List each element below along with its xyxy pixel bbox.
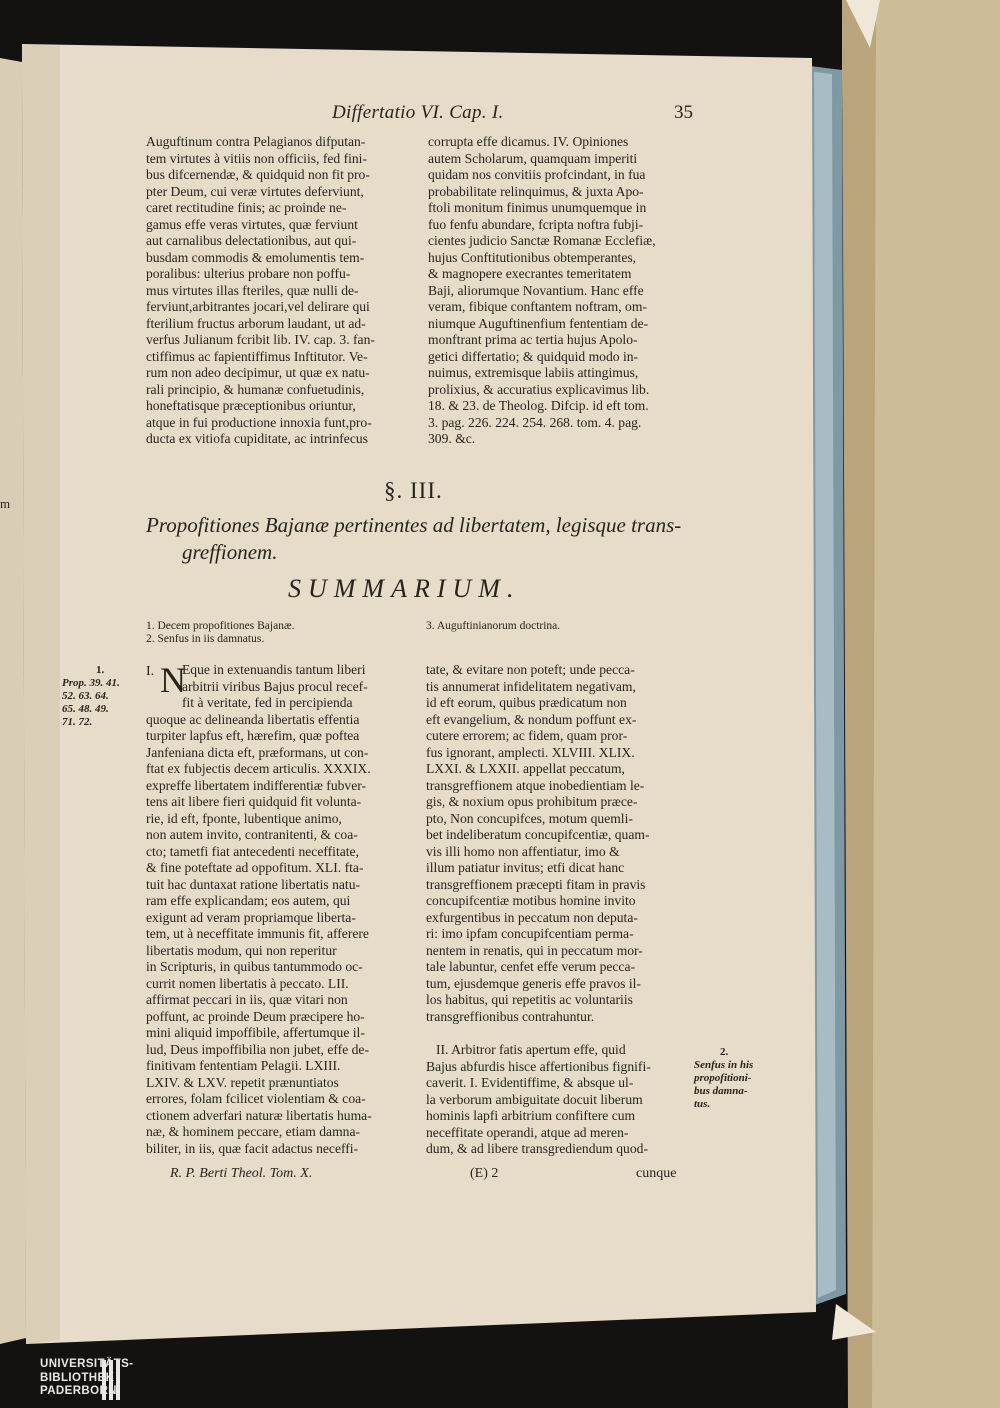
text-line: nuimus, extremisque labiis attingimus,: [428, 365, 639, 380]
text-line: cto; tametfi fiat antecedenti neceffitate,: [146, 843, 359, 859]
text-line: ftoli monitum finimus unumquemque in: [428, 200, 647, 215]
text-line: tens ait libere fieri quidquid fit volunta-: [146, 794, 362, 809]
text-line: hujus Conftitutionibus obtemperantes,: [428, 249, 637, 265]
text-line: corrupta effe dicamus. IV. Opiniones: [428, 134, 629, 149]
text-line: tale labuntur, cenfet effe verum pecca-: [426, 959, 636, 974]
right-margin-note: [694, 1046, 790, 1111]
section-heading: §. III.: [384, 478, 443, 503]
text-line: lud, Deus impoffibilia non jubet, effe de-: [146, 1041, 369, 1057]
text-line: la verborum ambiguitate docuit liberum: [426, 1091, 643, 1107]
top-left-column: [146, 134, 414, 448]
text-line: honeftatisque præceptionibus oriuntur,: [146, 398, 356, 413]
text-line: probabilitate relinquimus, & juxta Apo-: [428, 183, 644, 199]
margin-line: propofitioni-: [694, 1072, 752, 1084]
text-line: mus virtutes illas fteriles, quæ nulli de-: [146, 282, 359, 298]
text-line: mini aliquid impoffibile, affertumque il-: [146, 1025, 365, 1040]
text-line: pto, Non concupifces, motum quemli-: [426, 810, 633, 826]
logo-line: PADERBORN: [40, 1385, 117, 1397]
text-line: II. Arbitror fatis apertum effe, quid: [436, 1042, 626, 1057]
left-page-edge-letter: m: [0, 496, 11, 511]
text-line: concupifcentiæ motibus homine invito: [426, 893, 636, 908]
proposition-title-line2: greffionem.: [182, 540, 278, 564]
text-line: ri: imo ipfam concupifcentiam perma-: [426, 926, 634, 941]
text-line: in Scripturis, in quibus tantummodo oc-: [146, 959, 363, 974]
text-line: prolixius, & accuratius explicavimus lib.: [428, 381, 650, 397]
text-line: tate, & evitare non poteft; unde pecca-: [426, 662, 635, 677]
text-line: rali principio, & humanæ confuetudinis,: [146, 381, 365, 397]
text-line: ducta ex vitiofa cupiditate, ac intrinfecus: [146, 431, 368, 446]
text-line: & fine poteftate ad oppofitum. XLI. fta-: [146, 860, 364, 875]
text-line: gis, & noxium opus prohibitum præce-: [426, 794, 638, 809]
text-line: biliter, in iis, quæ facit adactus neceffi-: [146, 1140, 359, 1156]
bottom-right-column: [426, 662, 698, 1025]
text-line: tem, ut à neceffitate immunis fit, afferere: [146, 926, 369, 941]
text-line: affirmat peccari in iis, quæ vitari non: [146, 992, 348, 1007]
summarium-heading: SUMMARIUM.: [288, 574, 521, 603]
text-line: fus ignorant, amplecti. XLVIII. XLIX.: [426, 744, 635, 760]
text-line: finitivam fententiam Pelagii. LXIII.: [146, 1058, 341, 1073]
logo-line: BIBLIOTHEK: [40, 1371, 115, 1384]
text-line: Auguftinum contra Pelagianos difputan-: [146, 134, 366, 149]
text-line: ram effe explicandam; eos autem, qui: [146, 893, 351, 908]
summary-list-left: [146, 620, 295, 646]
text-line: LXIV. & LXV. repetit prænuntiatos: [146, 1074, 339, 1090]
margin-line: 71. 72.: [62, 716, 93, 728]
text-line: busdam commodis & emolumentis tem-: [146, 249, 365, 265]
text-line: nentem in renatis, qui in peccatum mor-: [426, 942, 643, 958]
text-line: bet indeliberatum concupifcentiæ, quam-: [426, 827, 650, 842]
text-line: autem Scholarum, quamquam imperiti: [428, 150, 638, 166]
text-line: transgreffionem præcepti fitam in pravis: [426, 876, 646, 892]
text-line: ftat ex fubjectis decem articulis. XXXIX.: [146, 761, 371, 776]
text-line: verfus Julianum fcribit lib. IV. cap. 3. fan-: [146, 332, 375, 347]
text-line: pter Deum, cui veræ virtutes deferviunt,: [146, 183, 364, 199]
text-line: Baji, aliorumque Novantium. Hanc effe: [428, 282, 644, 298]
proposition-title: [146, 512, 706, 566]
text-line: næ, & hominem peccare, etiam damna-: [146, 1124, 361, 1139]
footer-catchword: cunque: [636, 1166, 677, 1181]
margin-line: 52. 63. 64.: [62, 690, 109, 702]
paragraph-two: [426, 1042, 698, 1158]
text-line: eft evangelium, & nondum poffunt ex-: [426, 711, 637, 727]
text-line: dum, & ad libere transgrediendum quod-: [426, 1141, 648, 1156]
margin-line: 65. 48. 49.: [62, 703, 109, 715]
text-line: quidam nos convitiis profcindant, in fua: [428, 167, 646, 182]
text-line: neceffitate operandi, atque ad meren-: [426, 1124, 629, 1140]
text-line: illum patiatur invitus; etfi dicat hanc: [426, 860, 625, 875]
text-line: rie, id eft, fponte, lubentique animo,: [146, 810, 342, 826]
text-line: quoque ac delineanda libertatis effentia: [146, 711, 360, 727]
running-title: Differtatio VI. Cap. I.: [332, 102, 504, 123]
text-line: gamus effe veras virtutes, quæ ferviunt: [146, 216, 358, 232]
text-line: 18. & 23. de Theolog. Difcip. id eft tom.: [428, 398, 649, 413]
text-line: Eque in extenuandis tantum liberi: [182, 662, 366, 677]
text-line: & magnopere execrantes temeritatem: [428, 266, 632, 281]
text-line: hominis lapfi arbitrium confiftere cum: [426, 1108, 636, 1123]
text-line: tem virtutes à vitiis non officiis, fed fini-: [146, 150, 367, 166]
text-line: non autem invito, contranitenti, & coa-: [146, 827, 358, 842]
text-line: fterilium fructus arborum laudant, ut ad-: [146, 315, 366, 331]
logo-line: UNIVERSITÄTS-: [40, 1358, 134, 1370]
text-line: arbitrii viribus Bajus procul recef-: [182, 678, 368, 694]
margin-line: bus damna-: [694, 1085, 748, 1097]
text-line: poffunt, ac proinde Deum præcipere ho-: [146, 1008, 365, 1024]
text-line: caret rectitudine finis; ac proinde ne-: [146, 200, 347, 215]
summary-item: 2. Senfus in iis damnatus.: [146, 633, 265, 645]
margin-line: Prop. 39. 41.: [62, 677, 120, 689]
paragraph-number: I.: [146, 664, 155, 679]
text-line: libertatis modum, qui non reperitur: [146, 942, 337, 958]
text-line: LXXI. & LXXII. appellat peccatum,: [426, 761, 625, 776]
margin-line: Senfus in his: [694, 1059, 754, 1071]
summary-item: 1. Decem propofitiones Bajanæ.: [146, 620, 295, 632]
text-line: cutere errorem; ac fidem, quam pror-: [426, 728, 628, 743]
footer-signature: R. P. Berti Theol. Tom. X.: [170, 1166, 313, 1181]
text-line: Bajus abfurdis hisce affertionibus fignifi-: [426, 1058, 651, 1074]
page-number: 35: [674, 102, 693, 123]
text-line: ctiffimus ac fapientiffimus Inftitutor. Ve-: [146, 348, 368, 364]
text-line: exfurgentibus in peccatum non deputa-: [426, 909, 638, 925]
text-line: exigunt ad veram propriamque liberta-: [146, 909, 356, 925]
text-line: monftrant prima ac tertia hujus Apolo-: [428, 332, 638, 347]
margin-number: 2.: [720, 1046, 729, 1058]
text-line: 309. &c.: [428, 431, 476, 446]
margin-line: tus.: [694, 1098, 711, 1110]
text-line: tuit hac duntaxat ratione libertatis natu-: [146, 876, 361, 892]
bottom-left-column: [146, 662, 414, 1157]
text-line: tum, ejusdemque generis effe pravos il-: [426, 975, 641, 991]
text-line: currit nomen libertatis à peccato. LII.: [146, 975, 349, 991]
text-line: transgreffionem atque inobedientiam le-: [426, 777, 645, 793]
text-line: turpiter lapfus eft, hærefim, quæ poftea: [146, 728, 360, 743]
text-line: tis annumerat infidelitatem negativam,: [426, 678, 636, 694]
text-line: Janfeniana dicta eft, præformans, ut con-: [146, 744, 369, 760]
left-margin-note: [62, 664, 146, 729]
footer-sheet-mark: (E) 2: [470, 1166, 499, 1181]
text-line: vis illi homo non affentiatur, imo &: [426, 843, 620, 859]
text-line: fit à veritate, fed in percipienda: [182, 695, 353, 710]
text-line: rum non adeo decipimur, ut quæ ex natu-: [146, 365, 370, 380]
proposition-title-line1: Propofitiones Bajanæ pertinentes ad libertatem, legisque trans-: [146, 513, 682, 537]
margin-number: 1.: [96, 664, 105, 676]
text-line: ctionem adverfari naturæ libertatis huma-: [146, 1107, 372, 1123]
text-line: los habitus, qui repetitis ac voluntariis: [426, 992, 633, 1007]
text-line: niumque Auguftinenfium fententiam de-: [428, 315, 649, 331]
text-line: fuo fenfu abundare, fcripta noftra fubji-: [428, 216, 644, 232]
summary-list-right: [426, 620, 560, 633]
summary-item: 3. Auguftinianorum doctrina.: [426, 620, 561, 632]
text-line: getici differtatio; & quidquid modo in-: [428, 348, 639, 364]
text-line: bus difcernendæ, & quidquid non fit pro-: [146, 167, 370, 182]
text-line: cientes judicio Sanctæ Romanæ Ecclefiæ,: [428, 233, 656, 248]
library-logo-text: [40, 1358, 133, 1399]
text-line: transgreffionibus contrahuntur.: [426, 1008, 595, 1024]
text-line: 3. pag. 226. 224. 254. 268. tom. 4. pag.: [428, 414, 642, 430]
dropcap-letter: N: [160, 660, 186, 700]
text-line: veram, fibique conftantem noftram, om-: [428, 299, 647, 314]
text-line: ferviunt,arbitrantes jocari,vel delirare qui: [146, 299, 370, 314]
text-line: expreffe libertatem indifferentiæ fubver-: [146, 777, 367, 793]
text-line: atque in fui productione innoxia funt,pro-: [146, 414, 372, 430]
text-line: errores, folam fcilicet violentiam & coa-: [146, 1091, 366, 1106]
text-line: id eft eorum, quibus prædicatum non: [426, 695, 627, 710]
top-right-column: [428, 134, 700, 448]
text-line: aut carnalibus delectationibus, aut qui-: [146, 233, 357, 248]
text-line: caverit. I. Evidentiffime, & absque ul-: [426, 1075, 634, 1090]
text-line: poralibus: ulterius probare non poffu-: [146, 266, 351, 281]
